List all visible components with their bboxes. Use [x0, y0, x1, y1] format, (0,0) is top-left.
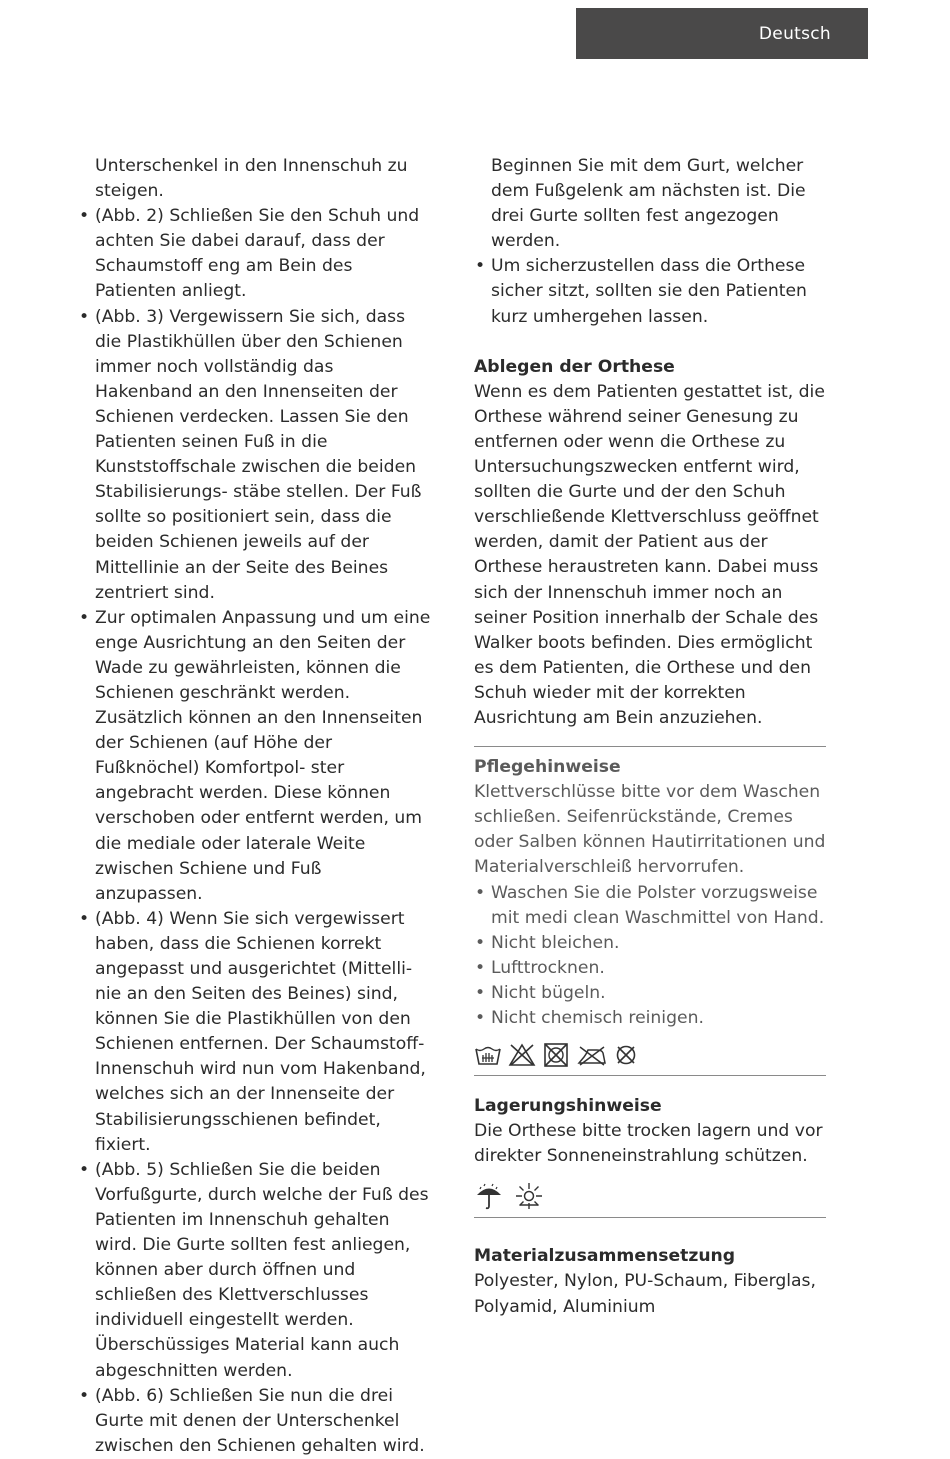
list-item: • Lufttrocknen. [474, 956, 826, 981]
list-item: • (Abb. 6) Schließen Sie nun die drei Gurte mit denen der Unterschenkel zwischen den Schienen gehalten wird. [78, 1384, 434, 1459]
care-heading: Pflegehinweise [474, 757, 621, 778]
list-item: • Nicht bleichen. [474, 931, 826, 956]
spacer [474, 330, 826, 355]
material-heading: Materialzusammensetzung [474, 1246, 736, 1267]
care-bullet-list [474, 881, 826, 1032]
left-bullet-list [78, 204, 434, 1459]
hand-wash-icon [474, 1043, 502, 1067]
right-column [474, 154, 826, 1320]
no-iron-icon [576, 1043, 608, 1067]
right-continuation-text: Beginnen Sie mit dem Gurt, welcher dem Fußgelenk am nächsten ist. Die drei Gurte sollten fest angezogen werden. [491, 156, 806, 252]
list-item: • (Abb. 3) Vergewissern Sie sich, dass die Plastikhüllen über den Schienen immer noch vollständig das Hakenband an den Innenseiten der Schienen verdecken. Lassen Sie den Patienten seinen Fuß in die Kunststoffschale zwischen die beiden Stabilisierungs- stäbe stellen. Der Fuß sollte so positioniert sein, dass die beiden Schienen jeweils auf der Mittellinie an der Seite des Beines zentriert sind. [78, 305, 434, 606]
keep-away-from-sunlight-icon [514, 1181, 544, 1211]
left-continuation-text: Unterschenkel in den Innenschuh zu steigen. [95, 156, 408, 202]
right-bullet-list [474, 254, 826, 329]
care-text: Klettverschlüsse bitte vor dem Waschen schließen. Seifenrückstände, Cremes oder Salben können Hautirritationen und Materialverschleiß hervorrufen. [474, 782, 826, 878]
list-item: • (Abb. 5) Schließen Sie die beiden Vorfußgurte, durch welche der Fuß des Patienten im Innenschuh gehalten wird. Die Gurte sollten fest anliegen, können aber durch öffnen und schließen des Klettverschlusses individuell eingestellt werden. Überschüssiges Material kann auch abgeschnitten werden. [78, 1158, 434, 1384]
no-tumble-dry-icon [542, 1043, 570, 1067]
list-item: • Nicht bügeln. [474, 981, 826, 1006]
removal-text: Wenn es dem Patienten gestattet ist, die Orthese während seiner Genesung zu entfernen oder wenn die Orthese zu Untersuchungszwecken entfernt wird, sollten die Gurte und der den Schuh verschließende Klettverschluss geöffnet werden, damit der Patient aus der Orthese heraustreten kann. Dabei muss sich der Innenschuh immer noch an seiner Position innerhalb der Schale des Walker boots befinden. Dies ermöglicht es dem Patienten, die Orthese und den Schuh wieder mit der korrekten Ausrichtung am Bein anzuziehen. [474, 381, 825, 728]
removal-section [474, 355, 826, 731]
removal-heading: Ablegen der Orthese [474, 356, 675, 377]
storage-section [474, 1076, 826, 1213]
language-tab [576, 8, 868, 59]
storage-symbols [474, 1179, 826, 1213]
list-item: • (Abb. 4) Wenn Sie sich vergewissert haben, dass die Schienen korrekt angepasst und ausgerichtet (Mittelli- nie an den Seiten des Beines) sind, können Sie die Plastikhüllen von den Schienen entfernen. Der Schaumstoff- Innenschuh wird nun vom Hakenband, welches sich an der Innenseite der Stabilisierungsschienen befindet, fixiert. [78, 907, 434, 1158]
list-item: • Zur optimalen Anpassung und um eine enge Ausrichtung an den Seiten der Wade zu gewährleisten, können die Schienen geschränkt werden. Zusätzlich können an den Innenseiten der Schienen (auf Höhe der Fußknöchel) Komfortpol- ster angebracht werden. Diese können verschoben oder entfernt werden, um die mediale oder laterale Weite zwischen Schiene und Fuß anzupassen. [78, 606, 434, 907]
storage-text: Die Orthese bitte trocken lagern und vor direkter Sonneneinstrahlung schützen. [474, 1121, 823, 1167]
no-dry-clean-icon [614, 1043, 638, 1067]
left-column [78, 154, 434, 1459]
list-item: • Waschen Sie die Polster vorzugsweise mit medi clean Waschmittel von Hand. [474, 881, 826, 931]
language-label: Deutsch [758, 23, 831, 44]
material-section [474, 1218, 826, 1319]
list-item: • (Abb. 2) Schließen Sie den Schuh und achten Sie dabei darauf, dass der Schaumstoff eng am Bein des Patienten anliegt. [78, 204, 434, 304]
care-section [474, 747, 826, 1069]
material-text: Polyester, Nylon, PU-Schaum, Fiberglas, Polyamid, Aluminium [474, 1271, 816, 1317]
storage-heading: Lagerungshinweise [474, 1096, 662, 1117]
care-symbols [474, 1041, 826, 1069]
keep-dry-icon [474, 1181, 504, 1211]
list-item: • Nicht chemisch reinigen. [474, 1006, 826, 1031]
list-item: • Um sicherzustellen dass die Orthese sicher sitzt, sollten sie den Patienten kurz umhergehen lassen. [474, 254, 826, 329]
no-bleach-icon [508, 1043, 536, 1067]
